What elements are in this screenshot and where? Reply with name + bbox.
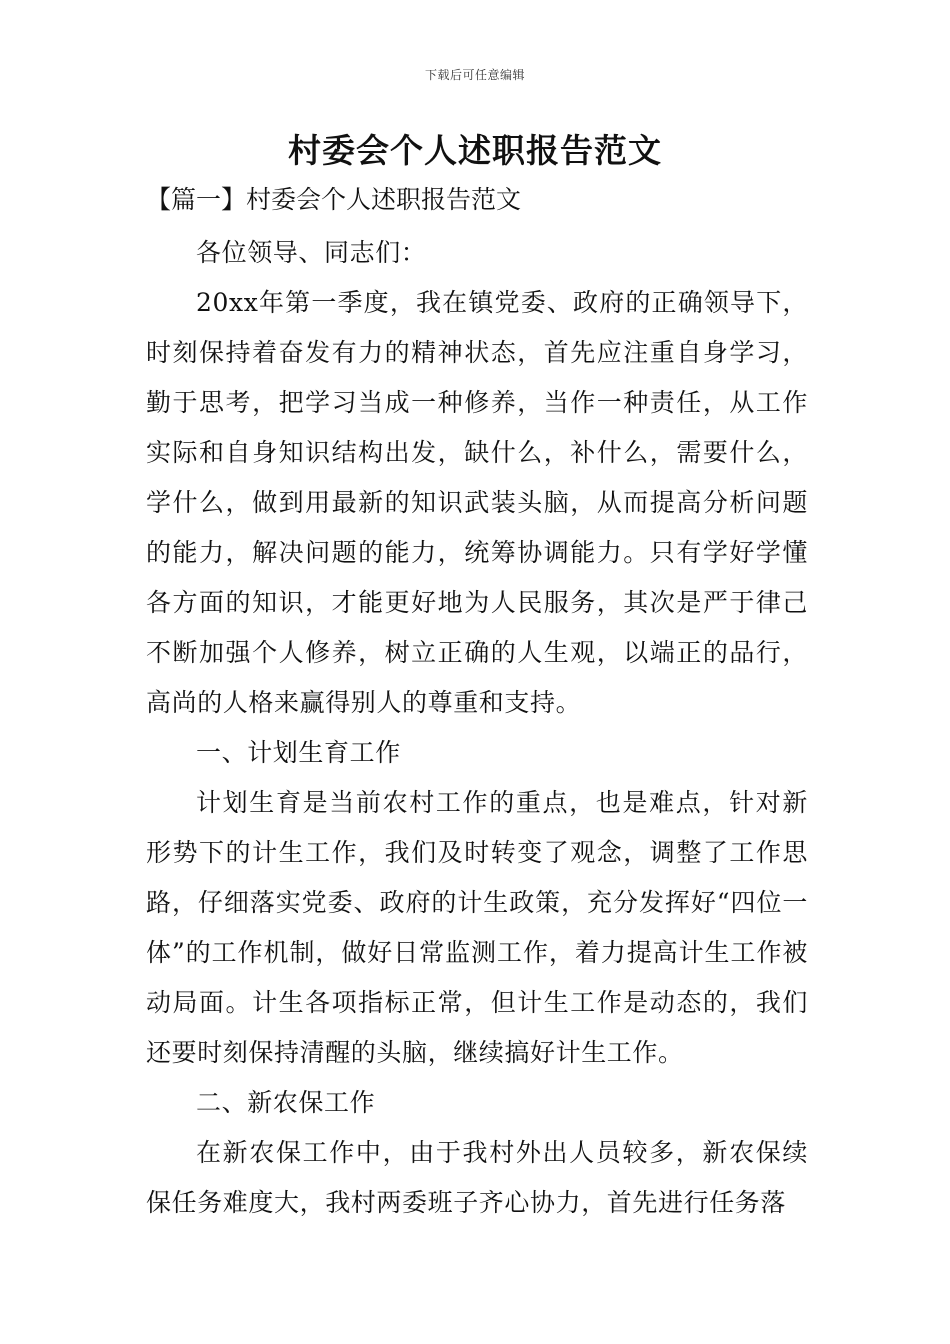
section-heading: 【篇一】村委会个人述职报告范文 bbox=[146, 185, 522, 214]
subheading-rural-pension: 二、新农保工作 bbox=[196, 1088, 376, 1117]
greeting-paragraph: 各位领导、同志们： bbox=[196, 238, 427, 267]
family-planning-paragraph: 计划生育是当前农村工作的重点，也是难点，针对新形势下的计生工作，我们及时转变了观念，调整了工作思路，仔细落实党委、政府的计生政策，充分发挥好“四位一体”的工作机制，做好日常监测工作，着力提高计生工作被动局面。计生各项指标正常，但计生工作是动态的，我们还要时刻保持清醒的头脑，继续搞好计生工作。 bbox=[146, 788, 808, 1067]
rural-pension-paragraph: 在新农保工作中，由于我村外出人员较多，新农保续保任务难度大，我村两委班子齐心协力，首先进行任务落 bbox=[146, 1138, 808, 1217]
document-title: 村委会个人述职报告范文 bbox=[288, 131, 662, 170]
header-note: 下载后可任意编辑 bbox=[424, 68, 525, 82]
subheading-family-planning: 一、计划生育工作 bbox=[196, 738, 401, 767]
document-body bbox=[146, 228, 808, 1228]
intro-paragraph: 20xx年第一季度，我在镇党委、政府的正确领导下，时刻保持着奋发有力的精神状态，首先应注重自身学习，勤于思考，把学习当成一种修养，当作一种责任，从工作实际和自身知识结构出发，缺什么，补什么，需要什么，学什么，做到用最新的知识武装头脑，从而提高分析问题的能力，解决问题的能力，统筹协调能力。只有学好学懂各方面的知识，才能更好地为人民服务，其次是严于律己不断加强个人修养，树立正确的人生观，以端正的品行，高尚的人格来赢得别人的尊重和支持。 bbox=[146, 288, 808, 717]
